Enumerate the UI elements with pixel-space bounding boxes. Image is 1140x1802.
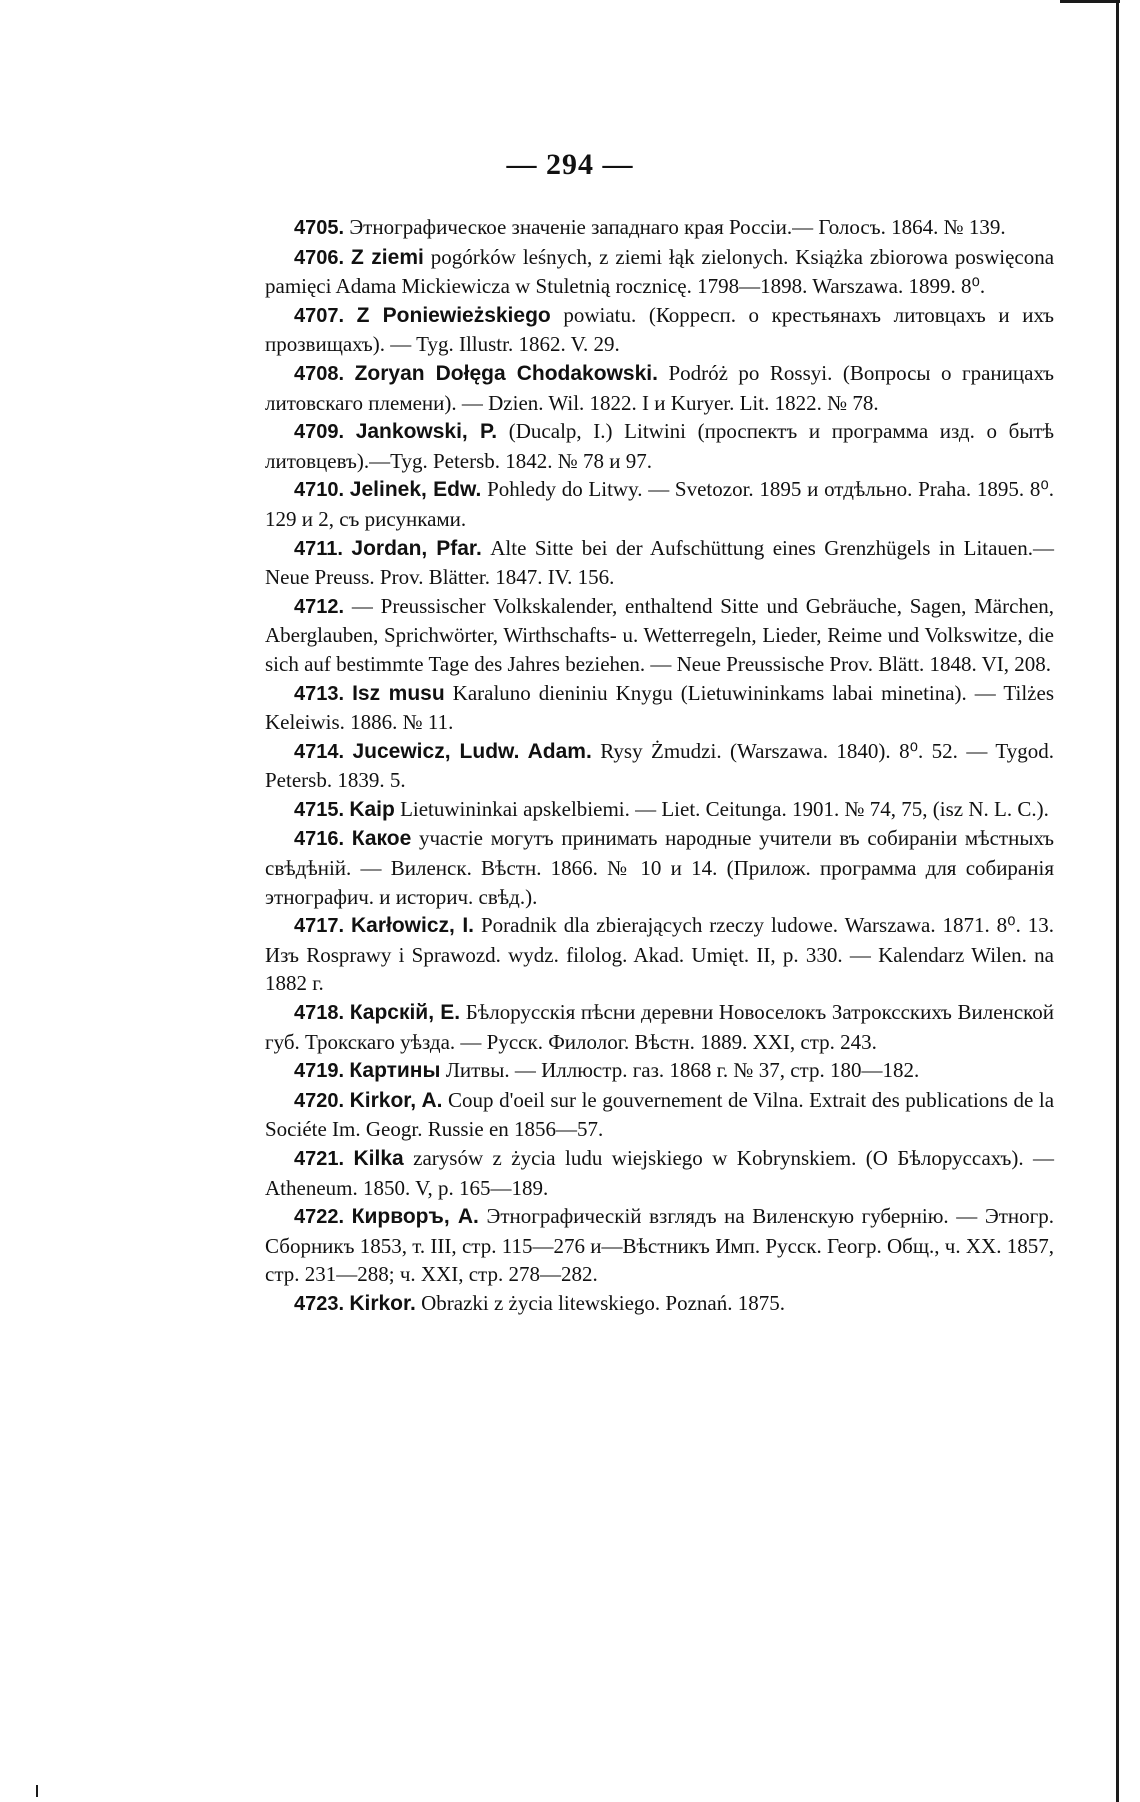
entry-text: Poradnik dla zbierających rzeczy ludowe. Warszawa. 1871. 8⁰. 13. Изъ Rosprawy i Sprawozd. wydz. filolog. Akad. Umięt. II, p. 330. — Kalendarz Wilen. na 1882 г.	[265, 913, 1055, 996]
entry-number: 4719.	[294, 1060, 345, 1083]
entry-number: 4718.	[294, 1002, 345, 1025]
entry-heading: Isz musu	[352, 681, 445, 705]
page-edge-rule	[1116, 0, 1119, 1802]
entry-heading: Zoryan Dołęga Chodakowski.	[354, 361, 658, 385]
bibliography-entry	[265, 1202, 1054, 1289]
entry-text: Pohledy do Litwy. — Svetozor. 1895 и отдѣльно. Praha. 1895. 8⁰. 129 и 2, съ рисунками.	[265, 477, 1055, 531]
entry-number: 4708.	[294, 362, 345, 385]
bibliography-entry	[265, 359, 1054, 417]
page-number: — 294 —	[506, 148, 634, 181]
entry-number: 4706.	[294, 246, 345, 269]
entry-text: — Preussischer Volkskalender, enthaltend Sitte und Gebräuche, Sagen, Märchen, Aberglauben, Sprichwörter, Wirthschafts- u. Wetterregeln, Lieder, Reime und Volkswitze, die sich auf bestimmte Tage des Jahres beziehen. — Neue Preussische Prov. Blätt. 1848. VI, 208.	[265, 593, 1055, 676]
entry-heading: Jankowski, P.	[355, 420, 498, 444]
entry-number: 4707.	[294, 304, 345, 327]
entry-text: Этнографическій взглядъ на Виленскую губернію. — Этногр. Сборникъ 1853, т. III, стр. 115—276 и—Вѣстникъ Имп. Русск. Геогр. Общ., ч. XX. 1857, стр. 231—288; ч. XXI, стр. 278—282.	[265, 1204, 1055, 1287]
entry-text: pogórków leśnych, z ziemi łąk zielonych. Książka zbiorowa poswięcona pamięci Adama Mickiewicza w Stuletnią rocznicę. 1798—1898. Warszawa. 1899. 8⁰.	[265, 244, 1055, 299]
entry-text: Karaluno dieniniu Knygu (Lietuwininkams labai minetina). — Tilżes Keleiwis. 1886. № 11.	[265, 680, 1054, 735]
entry-heading: Картины	[349, 1059, 441, 1083]
entry-text: Alte Sitte bei der Aufschüttung eines Grenzhügels in Litauen.—Neue Preuss. Prov. Blätter. 1847. IV. 156.	[265, 535, 1055, 590]
entry-heading: Jordan, Pfar.	[351, 536, 482, 560]
entry-heading: Jelinek, Edw.	[349, 478, 482, 502]
bibliography-entry	[265, 1144, 1054, 1202]
bibliography-entry	[265, 1086, 1054, 1144]
scan-edge-mark	[1060, 0, 1120, 3]
entry-number: 4705.	[294, 217, 345, 239]
entry-heading: Какое	[351, 827, 412, 851]
bibliography-entry	[265, 911, 1054, 998]
bibliography-entry	[265, 475, 1054, 533]
entry-number: 4713.	[294, 682, 345, 705]
bibliography-entry	[265, 301, 1054, 359]
bibliography-entries	[265, 213, 1054, 1319]
bibliography-entry	[265, 824, 1054, 911]
entry-text: Этнографическое значеніе западнаго края Россіи.— Голосъ. 1864. № 139.	[349, 215, 1006, 239]
entry-number: 4716.	[294, 828, 345, 851]
entry-number: 4714.	[294, 740, 345, 763]
entry-number: 4720.	[294, 1089, 345, 1112]
scan-corner-mark	[36, 1785, 38, 1797]
entry-text: Lietuwininkai apskelbiemi. — Liet. Ceitunga. 1901. № 74, 75, (isz N. L. C.).	[400, 796, 1049, 821]
entry-number: 4710.	[294, 479, 345, 502]
entry-heading: Kaip	[349, 797, 395, 821]
bibliography-entry	[265, 998, 1054, 1056]
entry-number: 4721.	[294, 1148, 345, 1170]
entry-text: Podróż po Rossyi. (Вопросы о границахъ литовскаго племени). — Dzien. Wil. 1822. I и Kuryer. Lit. 1822. № 78.	[265, 360, 1055, 415]
entry-text: (Ducalp, I.) Litwini (проспектъ и программа изд. о бытѣ литовцевъ).—Tyg. Petersb. 1842. № 78 и 97.	[265, 419, 1055, 473]
bibliography-entry	[265, 592, 1054, 679]
bibliography-entry	[265, 679, 1054, 737]
entry-text: Бѣлорусскія пѣсни деревни Новоселокъ Затроксскихъ Виленской губ. Трокскаго уѣзда. — Русск. Филолог. Вѣстн. 1889. XXI, стр. 243.	[265, 1000, 1055, 1054]
entry-number: 4717.	[294, 915, 345, 938]
entry-heading: Кирворъ, А.	[351, 1205, 479, 1229]
bibliography-entry	[265, 534, 1054, 592]
entry-heading: Z ziemi	[350, 245, 424, 269]
entry-heading: Kilka	[353, 1147, 404, 1170]
entry-number: 4722.	[294, 1206, 345, 1229]
entry-number: 4715.	[294, 798, 345, 821]
entry-heading: Kirkor, A.	[349, 1088, 443, 1112]
bibliography-entry	[265, 1289, 1054, 1319]
entry-text: Obrazki z życia litewskiego. Poznań. 1875.	[421, 1290, 785, 1315]
entry-number: 4711.	[294, 537, 343, 560]
entry-heading: Z Poniewieżskiego	[356, 303, 551, 327]
entry-text: zarysów z życia ludu wiejskiego w Kobrynskiem. (О Бѣлоруссахъ). — Atheneum. 1850. V, p. 165—189.	[265, 1146, 1055, 1200]
bibliography-entry	[265, 737, 1054, 795]
entry-heading: Карскій, Е.	[349, 1001, 461, 1025]
entry-text: участіе могутъ принимать народные учители въ собираніи мѣстныхъ свѣдѣній. — Виленск. Вѣстн. 1866. № 10 и 14. (Прилож. программа для собиранія этнографич. и историч. свѣд.).	[265, 826, 1055, 909]
entry-text: Rysy Żmudzi. (Warszawa. 1840). 8⁰. 52. — Tygod. Petersb. 1839. 5.	[265, 738, 1054, 793]
entry-text: Coup d'oeil sur le gouvernement de Vilna. Extrait des publications de la Sociéte Im. Geogr. Russie en 1856—57.	[265, 1087, 1055, 1142]
entry-text: Литвы. — Иллюстр. газ. 1868 г. № 37, стр. 180—182.	[445, 1058, 920, 1083]
entry-number: 4723.	[294, 1292, 345, 1315]
bibliography-entry	[265, 213, 1054, 243]
bibliography-entry	[265, 417, 1054, 475]
bibliography-entry	[265, 1056, 1054, 1086]
entry-text: powiatu. (Корресп. о крестьянахъ литовцахъ и ихъ прозвищахъ). — Tyg. Illustr. 1862. V. 29.	[265, 302, 1055, 357]
entry-heading: Kirkor.	[349, 1291, 416, 1315]
bibliography-entry	[265, 795, 1054, 825]
entry-heading: Jucewicz, Ludw. Adam.	[352, 739, 592, 763]
entry-number: 4712.	[294, 595, 345, 618]
entry-number: 4709.	[294, 421, 345, 444]
bibliography-entry	[265, 243, 1054, 301]
entry-heading: Karłowicz, I.	[350, 914, 475, 938]
